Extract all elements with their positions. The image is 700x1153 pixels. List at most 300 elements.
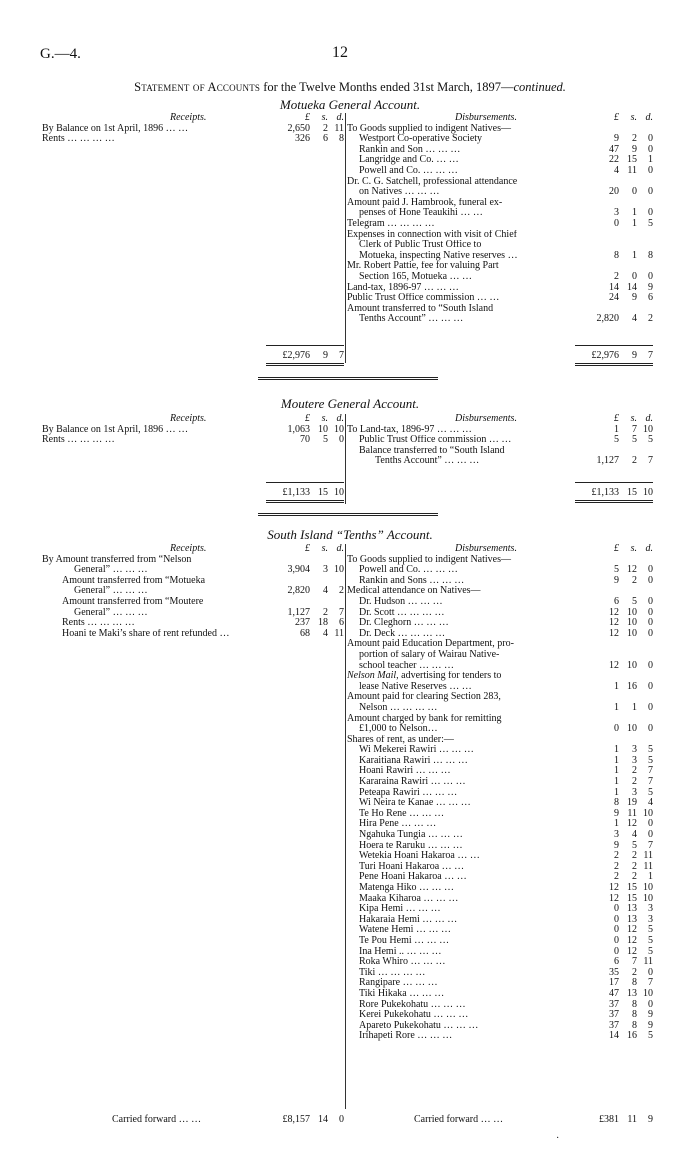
ledger-row [347,639,653,650]
ledger-row [347,435,653,446]
amount-shillings: 3 [323,564,328,576]
amount-pounds: 4 [614,164,619,176]
total-pence: 10 [334,487,344,498]
receipts-heading-row [42,414,344,425]
motueka-section [0,113,700,363]
amount-pence: 0 [648,186,653,198]
amount-pounds: 14 [609,281,619,293]
ledger-row [347,618,653,629]
amount-pounds: 2,820 [287,585,310,597]
ledger-row [347,968,653,979]
amount-shillings: 8 [632,1019,637,1031]
ledger-label: Hoani Rawiri … … … [359,766,451,777]
amount-shillings: 10 [627,627,637,639]
south-island-receipts-rows [42,555,344,640]
ledger-row [347,809,653,820]
amount-shillings: 16 [627,680,637,692]
page-speck: · [556,1133,560,1144]
ledger-row [347,714,653,725]
amount-pence: 11 [643,850,653,862]
double-rule [575,500,653,504]
ledger-row [347,682,653,693]
disbursements-heading-row [347,544,653,555]
ledger-label: Dr. Cleghorn … … … [359,618,449,629]
statement-suffix: continued. [513,80,566,94]
ledger-row [347,187,653,198]
ledger-row [347,925,653,936]
amount-pounds: 326 [295,133,310,145]
amount-pounds: 9 [614,807,619,819]
ledger-label: Rents … … … … [42,435,115,446]
ledger-row [347,841,653,852]
amount-pence: 0 [648,617,653,629]
ledger-label: To Goods supplied to indigent Natives— [347,123,512,134]
ledger-label: Rents … … … … [62,618,135,629]
amount-pounds: 22 [609,154,619,166]
amount-pence: 11 [643,956,653,968]
ledger-label: Rankin and Sons … … … [359,575,465,586]
carried-shillings: 14 [318,1114,328,1125]
ledger-row [347,798,653,809]
south-island-disbursements-rows [347,555,653,1042]
amount-pounds: 2 [614,860,619,872]
ledger-label: Dr. Scott … … … … [359,607,445,618]
ledger-label: Dr. Deck … … … … [359,628,446,639]
amount-pounds: 5 [614,434,619,446]
ledger-label: Amount transferred to “South Island [347,303,494,314]
amount-shillings: 12 [627,934,637,946]
total-shillings: 15 [627,487,637,498]
ledger-label: Tiki Hikaka … … … [359,988,445,999]
amount-shillings: 12 [627,924,637,936]
amount-pence: 5 [648,217,653,229]
amount-pounds: 8 [614,797,619,809]
amount-pounds: 0 [614,913,619,925]
ledger-label: Irihapeti Rore … … … [359,1031,453,1042]
ledger-label: Medical attendance on Natives— [347,586,481,597]
ledger-row [347,1031,653,1042]
amount-pence: 0 [648,966,653,978]
amount-pounds: 5 [614,564,619,576]
amount-pence: 2 [648,313,653,325]
ledger-row [347,936,653,947]
amount-pounds: 6 [614,956,619,968]
ledger-label: portion of salary of Wairau Native- [359,649,500,660]
amount-pence: 7 [648,776,653,788]
page-number: 12 [332,44,348,61]
amount-pence: 5 [648,924,653,936]
amount-pounds: 1 [614,744,619,756]
amount-shillings: 1 [632,249,637,261]
ledger-label: Te Ho Rene … … … [359,808,445,819]
ledger-label: Wi Neira te Kanae … … … [359,798,471,809]
ledger-row [347,777,653,788]
ledger-row [42,597,344,608]
motueka-receipts-rows [42,124,344,145]
amount-pence: 11 [643,860,653,872]
section-separator [258,377,438,381]
ledger-row [347,703,653,714]
amount-shillings: 15 [627,154,637,166]
amount-pence: 9 [648,281,653,293]
total-rule [266,482,344,483]
pence-head: d. [645,112,653,123]
amount-pounds: 68 [300,627,310,639]
statement-middle: for the Twelve Months ended 31st March, 1897— [263,80,514,94]
amount-pence: 0 [648,818,653,830]
total-shillings: 9 [323,350,328,361]
amount-pence: 10 [334,423,344,435]
ledger-row [347,166,653,177]
ledger-row [347,629,653,640]
ledger-label: on Natives … … … [359,187,440,198]
amount-shillings: 3 [632,744,637,756]
ledger-label: Balance transferred to “South Island [359,445,505,456]
receipts-heading-row [42,544,344,555]
ledger-label: Amount paid Education Department, pro- [347,639,514,650]
amount-pence: 5 [648,945,653,957]
amount-pounds: 0 [614,217,619,229]
double-rule [266,500,344,504]
amount-pence: 0 [648,143,653,155]
ledger-label: Roka Whiro … … … [359,957,446,968]
ledger-row [347,661,653,672]
amount-shillings: 0 [632,186,637,198]
ledger-label: Shares of rent, as under:— [347,734,454,745]
amount-shillings: 9 [632,143,637,155]
amount-pence: 0 [648,133,653,145]
amount-pence: 5 [648,1030,653,1042]
ledger-label: By Balance on 1st April, 1896 … … [42,424,189,435]
ledger-label: Kararaina Rawiri … … … [359,777,466,788]
amount-shillings: 2 [632,871,637,883]
amount-pence: 0 [648,564,653,576]
amount-pence: 0 [648,627,653,639]
amount-pence: 2 [339,585,344,597]
amount-pence: 5 [648,434,653,446]
pound-head: £ [614,112,619,123]
amount-pence: 8 [339,133,344,145]
amount-shillings: 5 [632,839,637,851]
ledger-label: Tiki … … … … [359,967,426,978]
amount-pence: 5 [648,934,653,946]
amount-pence: 7 [648,455,653,467]
amount-pounds: 0 [614,903,619,915]
moutere-disbursements [347,414,653,467]
ledger-row [347,293,653,304]
shilling-head: s. [321,543,328,554]
amount-shillings: 2 [323,606,328,618]
ledger-label: Section 165, Motueka … … [359,271,473,282]
ledger-label: Westport Co-operative Society [359,134,483,145]
ledger-row [347,134,653,145]
amount-pence: 7 [339,606,344,618]
amount-pounds: 2 [614,270,619,282]
ledger-row [347,894,653,905]
total-rule [266,345,344,346]
ledger-label: £1,000 to Nelson… [359,724,438,735]
amount-pence: 0 [648,574,653,586]
amount-pence: 0 [339,434,344,446]
amount-shillings: 12 [627,564,637,576]
amount-shillings: 9 [632,292,637,304]
amount-shillings: 2 [632,776,637,788]
amount-pounds: 12 [609,617,619,629]
ledger-row [347,272,653,283]
ledger-row [347,756,653,767]
south-island-title: South Island “Tenths” Account. [267,527,433,542]
moutere-title: Moutere General Account. [280,396,420,411]
ledger-label: Rents … … … … [42,134,115,145]
ledger-label: Pene Hoani Hakaroa … … [359,872,467,883]
shilling-head: s. [630,413,637,424]
amount-pence: 0 [648,164,653,176]
amount-pounds: 12 [609,882,619,893]
ledger-label: Peteapa Rawiri … … … [359,787,458,798]
amount-shillings: 15 [627,892,637,904]
ledger-row [347,586,653,597]
ledger-row [347,314,653,325]
ledger-label: Kipa Hemi … … … [359,904,441,915]
ledger-label: Matenga Hiko … … … [359,883,454,893]
south-island-receipts [42,544,344,639]
moutere-receipts-rows [42,425,344,446]
receipts-heading-row [42,113,344,124]
amount-shillings: 13 [627,987,637,999]
motueka-disbursements-rows [347,124,653,325]
amount-pounds: 1 [614,423,619,435]
disbursements-heading: Disbursements. [455,113,517,123]
amount-shillings: 5 [632,595,637,607]
total-pence: 10 [643,487,653,498]
ledger-row [347,1021,653,1032]
amount-shillings: 1 [632,701,637,713]
ledger-row [347,650,653,661]
amount-shillings: 10 [627,659,637,671]
total-pounds: £2,976 [591,350,619,361]
amount-pence: 0 [648,680,653,692]
amount-pence: 9 [648,1009,653,1021]
amount-shillings: 19 [627,797,637,809]
ledger-row [42,618,344,629]
amount-pounds: 12 [609,659,619,671]
amount-pounds: 24 [609,292,619,304]
amount-shillings: 7 [632,956,637,968]
ledger-row [347,947,653,958]
ledger-row [347,883,653,894]
amount-shillings: 8 [632,1009,637,1021]
ledger-row [347,872,653,883]
ledger-label: Motueka, inspecting Native reserves … [359,250,518,261]
ledger-label: Dr. C. G. Satchell, professional attendance [347,176,518,187]
total-rule [575,345,653,346]
ledger-row [347,565,653,576]
pound-head: £ [614,413,619,424]
ledger-label: Hakaraia Hemi … … … [359,914,458,925]
amount-pounds: 0 [614,723,619,735]
ledger-row [347,177,653,188]
ledger-label: Dr. Hudson … … … [359,596,443,607]
amount-pounds: 1 [614,818,619,830]
ledger-row [347,788,653,799]
amount-shillings: 6 [323,133,328,145]
amount-shillings: 2 [323,122,328,134]
amount-pounds: 0 [614,924,619,936]
total-shillings: 15 [318,487,328,498]
disbursements-heading-row [347,414,653,425]
amount-pence: 10 [643,987,653,999]
ledger-label: penses of Hone Teaukihi … … [359,208,483,219]
amount-pence: 0 [648,829,653,841]
amount-pence: 0 [648,595,653,607]
amount-shillings: 5 [323,434,328,446]
ledger-row [347,830,653,841]
ledger-label: Kerei Pukekohatu … … … [359,1010,469,1021]
ledger-label: Te Pou Hemi … … … [359,935,450,946]
disbursements-heading: Disbursements. [455,414,517,424]
carried-shillings: 11 [627,1114,637,1125]
amount-pence: 10 [643,892,653,904]
amount-shillings: 12 [627,945,637,957]
amount-pounds: 1 [614,680,619,692]
moutere-disbursements-rows [347,425,653,467]
amount-pence: 0 [648,701,653,713]
amount-pounds: 12 [609,627,619,639]
ledger-label: Powell and Co. … … … [359,165,458,176]
amount-pounds: 9 [614,133,619,145]
amount-shillings: 10 [627,723,637,735]
pound-head: £ [305,543,310,554]
ledger-row [42,425,344,436]
amount-pounds: 35 [609,966,619,978]
ledger-label: Land-tax, 1896-97 … … … [347,282,459,293]
total-pence: 7 [648,350,653,361]
disbursements-heading: Disbursements. [455,544,517,554]
ledger-label: Public Trust Office commission … … [359,435,512,446]
amount-shillings: 7 [632,423,637,435]
amount-shillings: 10 [318,423,328,435]
ledger-row [42,565,344,576]
ledger-row [347,608,653,619]
amount-shillings: 2 [632,966,637,978]
receipts-heading: Receipts. [170,544,207,554]
moutere-total-right [575,487,653,498]
amount-shillings: 2 [632,765,637,777]
total-pounds: £2,976 [282,350,310,361]
ledger-row [347,208,653,219]
ledger-row [347,978,653,989]
ledger-label: Public Trust Office commission … … [347,293,500,304]
ledger-label: Powell and Co. … … … [359,565,458,576]
amount-shillings: 4 [632,829,637,841]
pound-head: £ [614,543,619,554]
amount-pence: 3 [648,903,653,915]
amount-pounds: 2,650 [287,122,310,134]
amount-pence: 3 [648,913,653,925]
amount-pounds: 9 [614,839,619,851]
amount-pounds: 9 [614,574,619,586]
ledger-row [42,586,344,597]
amount-pounds: 2 [614,850,619,862]
ledger-label: Nelson … … … … [359,702,438,713]
amount-shillings: 8 [632,998,637,1010]
amount-pence: 0 [648,606,653,618]
amount-pence: 0 [648,723,653,735]
carried-forward-left-label: Carried forward … … [112,1114,202,1125]
amount-shillings: 2 [632,860,637,872]
total-shillings: 9 [632,350,637,361]
ledger-row [347,1010,653,1021]
double-rule [575,363,653,367]
amount-pounds: 47 [609,987,619,999]
ledger-label: General” … … … [74,565,148,576]
amount-pence: 0 [648,998,653,1010]
amount-pounds: 37 [609,1009,619,1021]
total-pounds: £1,133 [591,487,619,498]
total-pounds: £1,133 [282,487,310,498]
amount-pence: 1 [648,871,653,883]
amount-pounds: 1 [614,701,619,713]
amount-shillings: 10 [627,606,637,618]
carried-forward-left [266,1114,344,1125]
ledger-row [347,745,653,756]
amount-shillings: 4 [632,313,637,325]
ledger-row [347,124,653,135]
shilling-head: s. [630,543,637,554]
amount-pence: 5 [648,744,653,756]
ledger-label: Tenths Account” … … … [375,456,480,467]
ledger-label: Wi Mekerei Rawiri … … … [359,745,474,756]
amount-pence: 5 [648,786,653,798]
amount-pounds: 1,127 [287,606,310,618]
amount-pence: 7 [648,839,653,851]
ledger-row [347,671,653,682]
ledger-label: lease Native Reserves … … [359,681,472,692]
amount-shillings: 3 [632,786,637,798]
ledger-row [42,134,344,145]
amount-pounds: 237 [295,617,310,629]
ledger-label: Rore Pukekohatu … … … [359,999,466,1010]
amount-shillings: 13 [627,913,637,925]
page-code: G.—4. [40,46,81,62]
amount-pounds: 6 [614,595,619,607]
amount-shillings: 1 [632,217,637,229]
receipts-heading: Receipts. [170,113,207,123]
ledger-label: By Balance on 1st April, 1896 … … [42,123,189,134]
ledger-label: Rangipare … … … [359,978,438,989]
amount-shillings: 16 [627,1030,637,1042]
amount-pounds: 1,127 [596,455,619,467]
ledger-row [347,425,653,436]
ledger-row [347,555,653,566]
amount-shillings: 4 [323,585,328,597]
ledger-row [347,456,653,467]
amount-shillings: 4 [323,627,328,639]
ledger-row [347,145,653,156]
ledger-label: Hoani te Maki’s share of rent refunded … [62,628,230,639]
ledger-row [347,862,653,873]
pence-head: d. [336,413,344,424]
amount-pence: 0 [648,270,653,282]
ledger-label: General” … … … [74,607,148,618]
motueka-title: Motueka General Account. [279,97,421,112]
amount-pounds: 47 [609,143,619,155]
shilling-head: s. [630,112,637,123]
amount-pounds: 1 [614,776,619,788]
amount-pence: 10 [643,882,653,893]
amount-pence: 7 [648,765,653,777]
ledger-label: Amount paid J. Hambrook, funeral ex- [347,197,503,208]
